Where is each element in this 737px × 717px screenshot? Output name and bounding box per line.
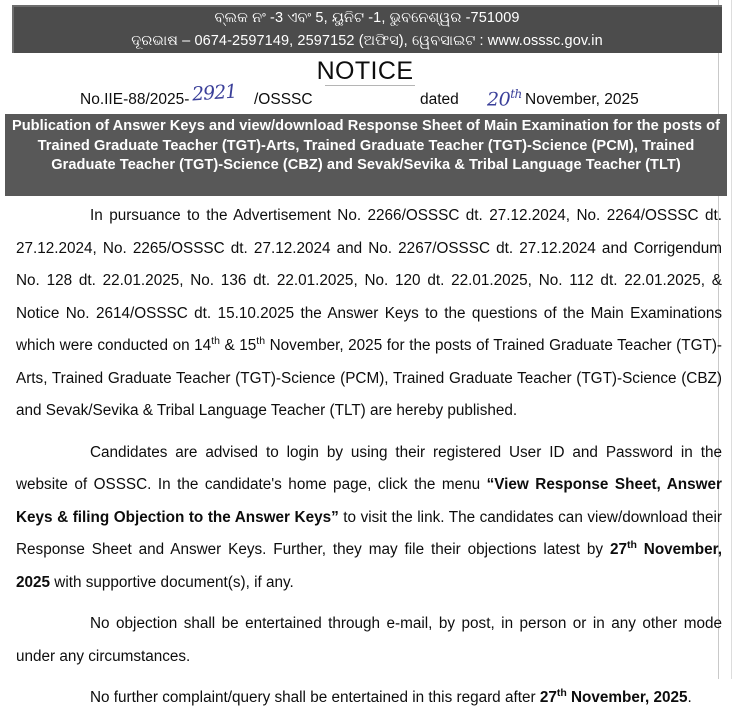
memo-number-prefix: No.IIE-88/2025- — [80, 91, 190, 108]
memo-number-suffix: /OSSSC — [254, 91, 313, 108]
complaint-deadline-ordinal: th — [556, 686, 567, 699]
menu-name-emphasis: “View Response Sheet, Answer Keys & filing Objection to the Answer Keys” — [16, 476, 722, 526]
para2-text-3: with supportive document(s), if any. — [50, 573, 294, 591]
complaint-deadline-rest: November, 2025 — [566, 689, 688, 706]
paragraph-pursuance — [16, 200, 722, 428]
para1-sup-2: th — [256, 334, 266, 347]
objection-deadline-ordinal: th — [626, 538, 637, 551]
para1-text-1: In pursuance to the Advertisement No. 2266/OSSSC dt. 27.12.2024, No. 2264/OSSSC dt. 27.12.2024, No. 2265/OSSSC dt. 27.12.2024 and No. 2267/OSSSC dt. 27.12.2024 and Corrigendum No. 128 dt. 22.01.2025, No. 136 dt. 22.01.2025, No. 120 dt. 22.01.2025, No. 112 dt. 22.01.2025, & Notice No. 2614/OSSSC dt. 15.10.2025 the Answer Keys to the questions of the Main Examinations which were conducted on 14 — [16, 207, 722, 354]
memo-reference-line — [0, 80, 730, 111]
objection-deadline-rest: November, 2025 — [16, 541, 722, 591]
para1-text-3: November, 2025 for the posts of Trained Graduate Teacher (TGT)-Arts, Trained Graduate Teacher (TGT)-Science (PCM), Trained Graduate Teacher (TGT)-Science (CBZ) and Sevak/Sevika & Tribal Language Teacher (TLT) are hereby published. — [16, 337, 723, 419]
page-title: NOTICE — [316, 57, 414, 85]
para4-text-2: . — [687, 689, 692, 706]
page-edge-line-outer — [731, 0, 732, 679]
office-header-band — [12, 5, 722, 53]
notice-body — [16, 200, 722, 717]
memo-dated-label: dated — [420, 91, 459, 108]
paragraph-no-further-complaint — [16, 682, 722, 715]
para4-text-1: No further complaint/query shall be entertained in this regard after — [90, 689, 540, 706]
objection-deadline-day: 27 — [609, 541, 627, 558]
complaint-deadline-day: 27 — [539, 689, 557, 706]
paragraph-no-objection-modes: No objection shall be entertained through e-mail, by post, in person or in any other mode under any circumstances. — [16, 615, 722, 665]
para2-text-1: Candidates are advised to login by using their registered User ID and Password in the website of OSSSC. In the candidate's home page, click the menu — [16, 443, 722, 493]
subject-banner: Publication of Answer Keys and view/download Response Sheet of Main Examination for the posts of Trained Graduate Teacher (TGT)-Arts, Trained Graduate Teacher (TGT)-Science (PCM), Trained Graduate Teacher (TGT)-Science (CBZ) and Sevak/Sevika & Tribal Language Teacher (TLT) — [5, 114, 727, 196]
memo-month-year: November, 2025 — [525, 91, 639, 108]
complaint-deadline — [539, 686, 688, 706]
para1-sup-1: th — [211, 334, 220, 347]
paragraph-login-instructions — [16, 437, 722, 600]
para2-text-2: to visit the link. The candidates can view/download their Response Sheet and Answer Keys. Further, they may file their objections latest by — [16, 508, 722, 558]
title-underline — [325, 85, 415, 86]
office-contact-line: ଦୂରଭାଷ – 0674-2597149, 2597152 (ଅଫିସ), ୱେବସାଇଟ : www.osssc.gov.in — [131, 33, 603, 49]
handwritten-memo-number: 2921 — [191, 80, 238, 106]
handwritten-day-ordinal: th — [510, 87, 522, 101]
office-address-line: ବ୍ଲକ ନଂ -3 ଏବଂ 5, ୟୁନିଟ -1, ଭୁବନେଶ୍ୱର -751009 — [214, 10, 520, 26]
handwritten-date-day — [487, 83, 522, 110]
para1-text-2: & 15 — [219, 337, 257, 354]
handwritten-day-number: 20 — [487, 88, 511, 111]
